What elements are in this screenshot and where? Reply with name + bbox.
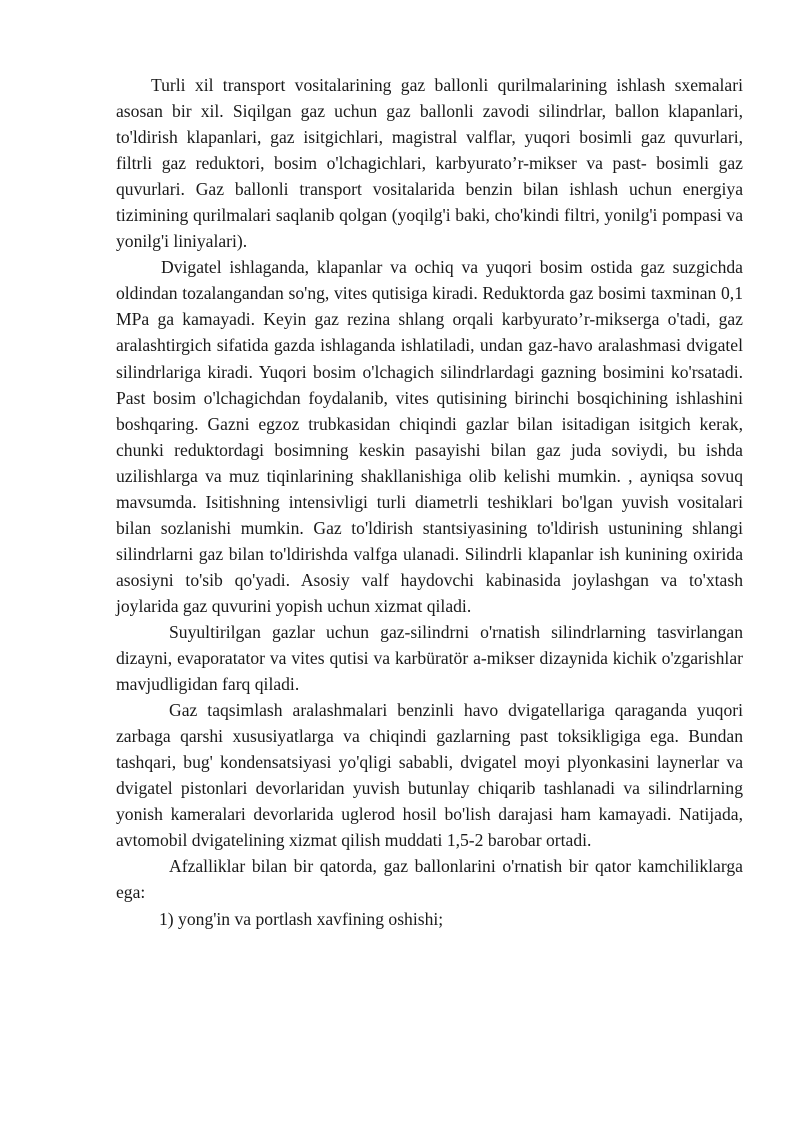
document-page (116, 72, 743, 932)
paragraph-5: Afzalliklar bilan bir qatorda, gaz ballonlarini o'rnatish bir qator kamchiliklarga ega: (116, 856, 743, 903)
paragraph-4: Gaz taqsimlash aralashmalari benzinli havo dvigatellariga qaraganda yuqori zarbaga qarshi xususiyatlarga va chiqindi gazlarning past toksikligiga ega. Bundan tashqari, bug' kondensatsiyasi yo'qligi sababli, dvigatel moyi plyonkasini laynerlar va dvigatel pistonlari devorlaridan yuvish butunlay chiqarib tashlanadi va silindrlarning yonish kameralari devorlarida uglerod hosil bo'lish darajasi ham kamayadi. Natijada, avtomobil dvigatelining xizmat qilish muddati 1,5-2 barobar ortadi. (116, 700, 743, 851)
list-item: 1) yong'in va portlash xavfining oshishi; (159, 908, 444, 929)
paragraph-1: Turli xil transport vositalarining gaz ballonli qurilmalarining ishlash sxemalari asosan bir xil. Siqilgan gaz uchun gaz ballonli zavodi silindrlar, ballon klapanlari, to'ldirish klapanlari, gaz isitgichlari, magistral valflar, yuqori bosimli gaz quvurlari, filtrli gaz reduktori, bosim o'lchagichlari, karbyurato’r-mikser va past- bosimli gaz quvurlari. Gaz ballonli transport vositalarida benzin bilan ishlash uchun energiya tizimining qurilmalari saqlanib qolgan (yoqilg'i baki, cho'kindi filtri, yonilg'i pompasi va yonilg'i liniyalari). (116, 75, 743, 252)
paragraph-2: Dvigatel ishlaganda, klapanlar va ochiq va yuqori bosim ostida gaz suzgichda oldindan tozalangandan so'ng, vites qutisiga kiradi. Reduktorda gaz bosimi taxminan 0,1 MPa ga kamayadi. Keyin gaz rezina shlang orqali karbyurato’r-mikserga o'tadi, gaz aralashtirgich sifatida gazda ishlaganda ishlatiladi, undan gaz-havo aralashmasi dvigatel silindrlariga kiradi. Yuqori bosim o'lchagich silindrlardagi gazning bosimini ko'rsatadi. Past bosim o'lchagichdan foydalanib, vites qutisining birinchi bosqichining ishlashini boshqaring. Gazni egzoz trubkasidan chiqindi gazlar bilan isitadigan isitgich kerak, chunki reduktordagi bosimning keskin pasayishi bilan gaz juda soviydi, bu ishda uzilishlarga va muz tiqinlarining shakllanishiga olib kelishi mumkin. , ayniqsa sovuq mavsumda. Isitishning intensivligi turli diametrli teshiklari bo'lgan yuvish vositalari bilan sozlanishi mumkin. Gaz to'ldirish stantsiyasining to'ldirish ustunining shlangi silindrlarni gaz bilan to'ldirishda valfga ulanadi. Silindrli klapanlar ish kunining oxirida asosiyni to'sib qo'yadi. Asosiy valf haydovchi kabinasida joylashgan va to'xtash joylarida gaz quvurini yopish uchun xizmat qiladi. (116, 257, 743, 616)
paragraph-3: Suyultirilgan gazlar uchun gaz-silindrni o'rnatish silindrlarning tasvirlangan dizayni, evaporatator va vites qutisi va karbüratör a-mikser dizaynida kichik o'zgarishlar mavjudligidan farq qiladi. (116, 621, 743, 695)
